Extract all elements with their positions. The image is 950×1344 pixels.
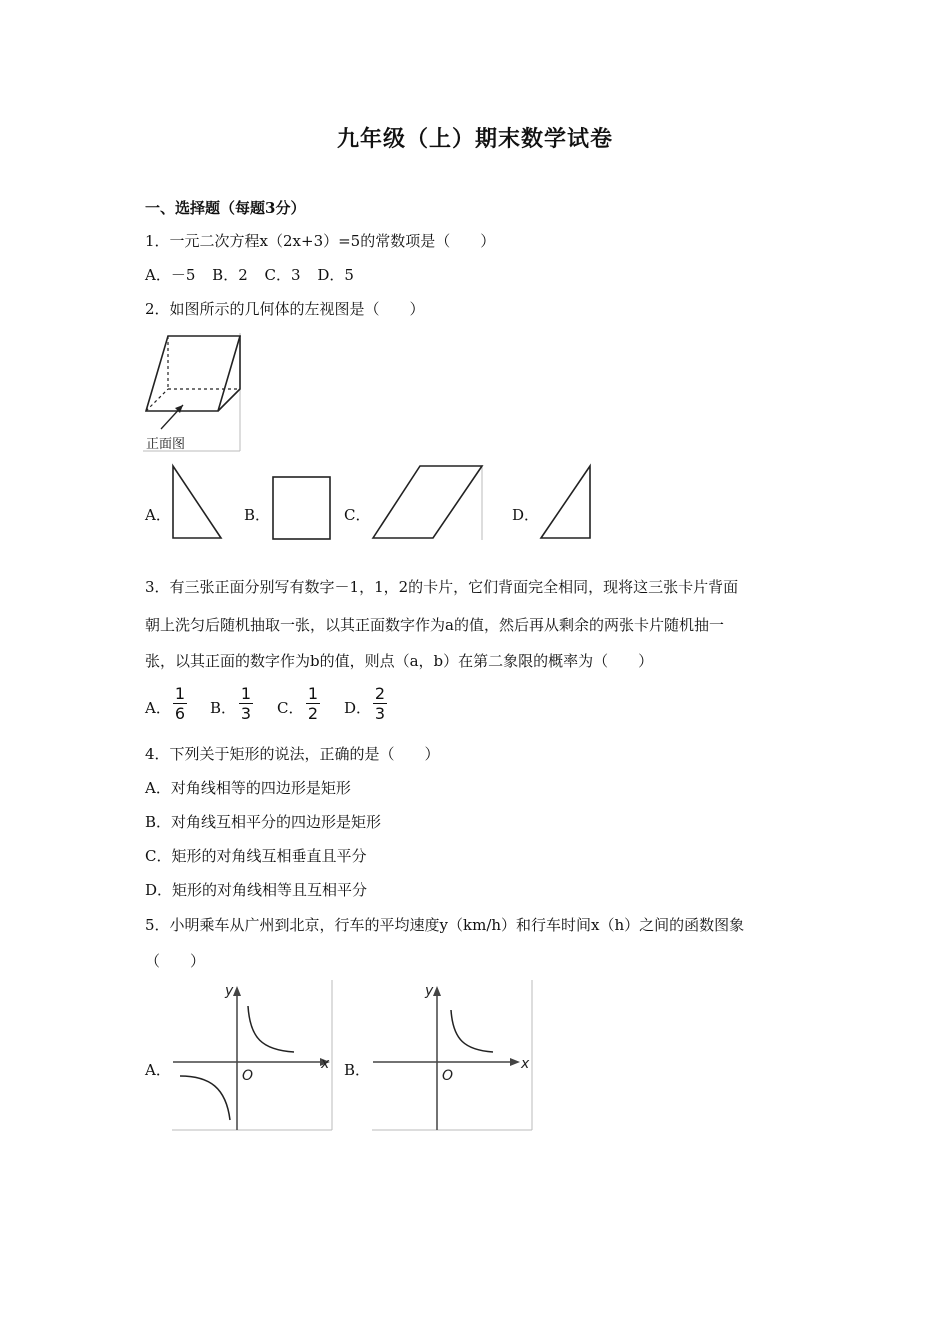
question-3-stem-line-1: 3．有三张正面分别写有数字－1，1，2的卡片，它们背面完全相同，现将这三张卡片背面	[145, 578, 739, 596]
q2-option-d-label[interactable]: D．	[512, 506, 540, 524]
q5-option-a-label[interactable]: A．	[145, 1061, 171, 1079]
q1-option-d[interactable]: D．5	[317, 266, 354, 284]
origin-label: O	[242, 1068, 254, 1084]
y-axis-label: y	[425, 983, 434, 999]
section-heading: 一、选择题（每题3分）	[145, 199, 306, 217]
question-3-stem-line-3: 张，以其正面的数字作为b的值，则点（a，b）在第二象限的概率为（ ）	[145, 652, 654, 670]
q2-solid-figure	[143, 333, 243, 453]
q3-option-a-fraction[interactable]	[172, 685, 188, 722]
q2-option-c-figure[interactable]	[370, 463, 485, 541]
q3-option-c-fraction[interactable]	[305, 685, 321, 722]
q3-option-a-numerator: 1	[174, 684, 186, 703]
question-4-stem: 4．下列关于矩形的说法，正确的是（ ）	[145, 745, 440, 763]
q3-option-d-numerator: 2	[374, 684, 386, 703]
x-axis-label: x	[321, 1056, 330, 1072]
q3-option-a-label[interactable]: A．	[145, 699, 171, 717]
q5-option-a-graph[interactable]	[170, 978, 335, 1133]
q3-option-c-denominator: 2	[307, 704, 319, 723]
question-2-stem: 2．如图所示的几何体的左视图是（ ）	[145, 300, 425, 318]
page-title: 九年级（上）期末数学试卷	[336, 126, 613, 152]
q3-option-c-numerator: 1	[307, 684, 319, 703]
q4-option-d[interactable]: D．矩形的对角线相等且互相平分	[145, 881, 368, 899]
q3-option-d-label[interactable]: D．	[344, 699, 372, 717]
question-3-stem-line-2: 朝上洗匀后随机抽取一张，以其正面数字作为a的值，然后再从剩余的两张卡片随机抽一	[145, 616, 724, 634]
origin-label: O	[442, 1068, 454, 1084]
q3-option-b-denominator: 3	[240, 704, 252, 723]
q1-option-a[interactable]: A．－5	[145, 266, 196, 284]
question-1-stem: 1．一元二次方程x（2x+3）=5的常数项是（ ）	[145, 232, 496, 250]
q3-option-b-fraction[interactable]	[238, 685, 254, 722]
q2-option-b-label[interactable]: B．	[244, 506, 271, 524]
q2-option-d-figure[interactable]	[538, 463, 594, 541]
q5-option-b-graph[interactable]	[370, 978, 535, 1133]
q3-option-b-numerator: 1	[240, 684, 252, 703]
q2-option-c-label[interactable]: C．	[344, 506, 371, 524]
q3-option-d-denominator: 3	[374, 704, 386, 723]
q4-option-a[interactable]: A．对角线相等的四边形是矩形	[145, 779, 351, 797]
q1-option-b[interactable]: B．2	[212, 266, 248, 284]
q1-option-c[interactable]: C．3	[264, 266, 301, 284]
q5-option-b-label[interactable]: B．	[344, 1061, 371, 1079]
q3-option-c-label[interactable]: C．	[277, 699, 304, 717]
q4-option-b[interactable]: B．对角线互相平分的四边形是矩形	[145, 813, 382, 831]
q2-figure-caption: 正面图	[146, 437, 186, 452]
q2-option-b-figure[interactable]	[270, 474, 334, 542]
y-axis-label: y	[225, 983, 234, 999]
q3-option-d-fraction[interactable]	[372, 685, 388, 722]
q3-option-b-label[interactable]: B．	[210, 699, 237, 717]
question-5-stem: 5．小明乘车从广州到北京，行车的平均速度y（km/h）和行车时间x（h）之间的函数图象	[145, 916, 745, 934]
question-5-stem-cont: （ ）	[145, 952, 206, 970]
question-1-options	[145, 264, 366, 286]
q4-option-c[interactable]: C．矩形的对角线互相垂直且平分	[145, 847, 367, 865]
q3-option-a-denominator: 6	[174, 704, 186, 723]
q2-option-a-figure[interactable]	[170, 463, 225, 541]
q2-option-a-label[interactable]: A．	[145, 506, 171, 524]
x-axis-label: x	[521, 1056, 530, 1072]
